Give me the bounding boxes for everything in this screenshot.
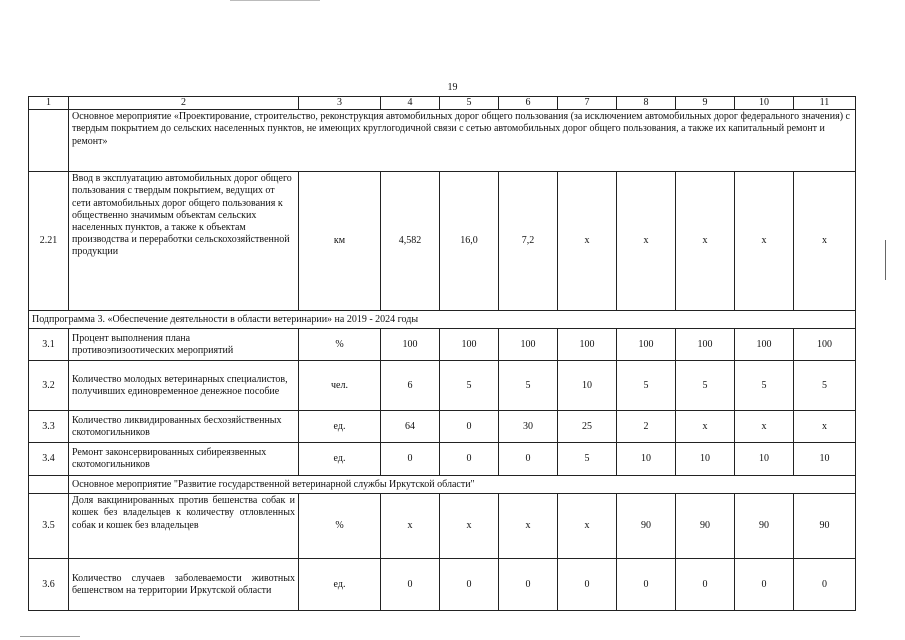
value-cell: х xyxy=(499,494,558,559)
unit-cell: ед. xyxy=(299,559,381,611)
unit-cell: чел. xyxy=(299,361,381,411)
empty-cell xyxy=(29,110,69,172)
scan-edge-mark xyxy=(230,0,320,1)
value-cell: х xyxy=(558,172,617,311)
indicator-name: Количество ликвидированных бесхозяйственных скотомогильников xyxy=(69,411,299,443)
row-number: 3.6 xyxy=(29,559,69,611)
row-number: 3.3 xyxy=(29,411,69,443)
page-number: 19 xyxy=(447,82,458,93)
table-row xyxy=(29,361,856,411)
value-cell: 7,2 xyxy=(499,172,558,311)
row-number: 3.4 xyxy=(29,443,69,476)
value-cell: 5 xyxy=(558,443,617,476)
value-cell: 2 xyxy=(617,411,676,443)
value-cell: х xyxy=(381,494,440,559)
value-cell: 100 xyxy=(735,329,794,361)
value-cell: 6 xyxy=(381,361,440,411)
value-cell: 0 xyxy=(558,559,617,611)
section-row xyxy=(29,110,856,172)
table-row xyxy=(29,559,856,611)
value-cell: 30 xyxy=(499,411,558,443)
column-number: 11 xyxy=(794,97,856,110)
value-cell: 0 xyxy=(381,559,440,611)
value-cell: 0 xyxy=(440,443,499,476)
value-cell: 0 xyxy=(499,559,558,611)
unit-cell: км xyxy=(299,172,381,311)
value-cell: 90 xyxy=(735,494,794,559)
value-cell: х xyxy=(440,494,499,559)
value-cell: 64 xyxy=(381,411,440,443)
table-row xyxy=(29,172,856,311)
value-cell: 0 xyxy=(440,411,499,443)
value-cell: 100 xyxy=(499,329,558,361)
value-cell: 5 xyxy=(617,361,676,411)
indicator-name: Доля вакцинированных против бешенства собак и кошек без владельцев к количеству отловленных собак и кошек без владельцев xyxy=(69,494,299,559)
value-cell: 5 xyxy=(499,361,558,411)
row-number: 3.1 xyxy=(29,329,69,361)
indicator-name: Ремонт законсервированных сибиреязвенных скотомогильников xyxy=(69,443,299,476)
value-cell: 100 xyxy=(440,329,499,361)
value-cell: 0 xyxy=(440,559,499,611)
column-number: 3 xyxy=(299,97,381,110)
indicators-table xyxy=(28,96,856,611)
value-cell: 25 xyxy=(558,411,617,443)
value-cell: 10 xyxy=(676,443,735,476)
value-cell: х xyxy=(794,172,856,311)
column-number-row xyxy=(29,97,856,110)
table-row xyxy=(29,443,856,476)
value-cell: х xyxy=(617,172,676,311)
section-row xyxy=(29,311,856,329)
section-row xyxy=(29,476,856,494)
indicator-name: Количество молодых ветеринарных специалистов, получивших единовременное денежное пособие xyxy=(69,361,299,411)
unit-cell: % xyxy=(299,494,381,559)
column-number: 7 xyxy=(558,97,617,110)
value-cell: 100 xyxy=(617,329,676,361)
column-number: 8 xyxy=(617,97,676,110)
column-number: 2 xyxy=(69,97,299,110)
value-cell: 10 xyxy=(794,443,856,476)
value-cell: 10 xyxy=(558,361,617,411)
row-number: 3.2 xyxy=(29,361,69,411)
table-row xyxy=(29,411,856,443)
indicator-name: Количество случаев заболеваемости животных бешенством на территории Иркутской области xyxy=(69,559,299,611)
indicator-name: Ввод в эксплуатацию автомобильных дорог общего пользования с твердым покрытием, ведущих от сети автомобильных дорог общего пользования к общественно значимым объектам сельских населенных пунктов, а также к объектам производства и переработки сельскохозяйственной продукции xyxy=(69,172,299,311)
value-cell: 16,0 xyxy=(440,172,499,311)
unit-cell: ед. xyxy=(299,411,381,443)
indicator-name: Процент выполнения плана противоэпизоотических мероприятий xyxy=(69,329,299,361)
row-number: 2.21 xyxy=(29,172,69,311)
value-cell: х xyxy=(676,172,735,311)
unit-cell: % xyxy=(299,329,381,361)
value-cell: 5 xyxy=(794,361,856,411)
value-cell: 5 xyxy=(440,361,499,411)
value-cell: 0 xyxy=(735,559,794,611)
empty-cell xyxy=(29,476,69,494)
value-cell: 100 xyxy=(676,329,735,361)
value-cell: х xyxy=(558,494,617,559)
column-number: 1 xyxy=(29,97,69,110)
unit-cell: ед. xyxy=(299,443,381,476)
subprogram-title: Подпрограмма 3. «Обеспечение деятельности в области ветеринарии» на 2019 - 2024 годы xyxy=(29,311,856,329)
value-cell: 0 xyxy=(794,559,856,611)
table-row xyxy=(29,494,856,559)
value-cell: х xyxy=(794,411,856,443)
value-cell: 90 xyxy=(676,494,735,559)
section-title-vet: Основное мероприятие "Развитие государственной ветеринарной службы Иркутской области" xyxy=(69,476,856,494)
column-number: 10 xyxy=(735,97,794,110)
column-number: 6 xyxy=(499,97,558,110)
table-row xyxy=(29,329,856,361)
value-cell: х xyxy=(735,411,794,443)
value-cell: 10 xyxy=(617,443,676,476)
value-cell: х xyxy=(676,411,735,443)
value-cell: 4,582 xyxy=(381,172,440,311)
value-cell: 90 xyxy=(794,494,856,559)
scan-edge-mark xyxy=(20,636,80,637)
column-number: 5 xyxy=(440,97,499,110)
column-number: 4 xyxy=(381,97,440,110)
value-cell: 5 xyxy=(735,361,794,411)
value-cell: 100 xyxy=(381,329,440,361)
value-cell: 90 xyxy=(617,494,676,559)
value-cell: 0 xyxy=(676,559,735,611)
value-cell: х xyxy=(735,172,794,311)
value-cell: 0 xyxy=(499,443,558,476)
value-cell: 100 xyxy=(558,329,617,361)
value-cell: 100 xyxy=(794,329,856,361)
row-number: 3.5 xyxy=(29,494,69,559)
scan-edge-mark xyxy=(885,240,886,280)
column-number: 9 xyxy=(676,97,735,110)
value-cell: 10 xyxy=(735,443,794,476)
value-cell: 0 xyxy=(381,443,440,476)
section-title-roads: Основное мероприятие «Проектирование, строительство, реконструкция автомобильных дорог общего пользования (за исключением автомобильных дорог федерального значения) с твердым покрытием до сельских населенных пунктов, не имеющих круглогодичной связи с сетью автомобильных дорог общего пользования, а также их капитальный ремонт и ремонт» xyxy=(69,110,856,172)
value-cell: 5 xyxy=(676,361,735,411)
value-cell: 0 xyxy=(617,559,676,611)
